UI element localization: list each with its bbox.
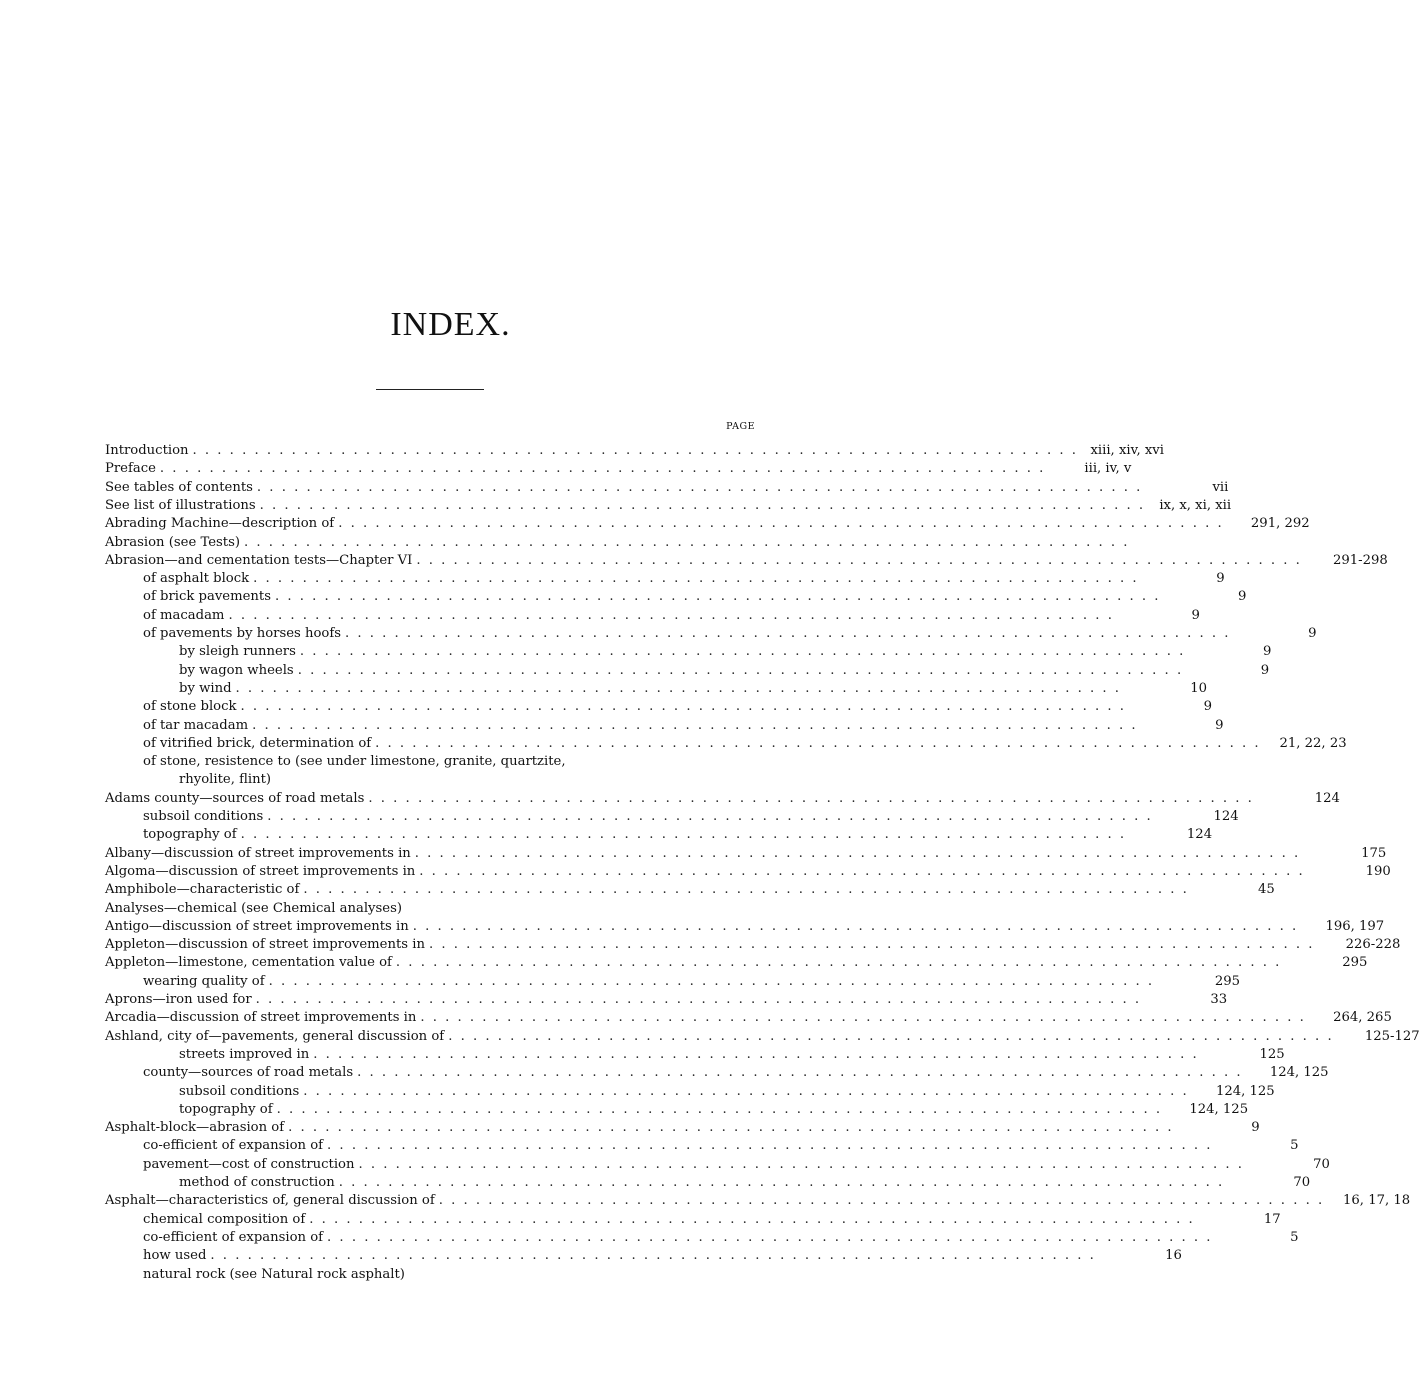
entry-page: 9 [1216, 571, 1225, 587]
index-entry [105, 753, 755, 771]
index-entry [105, 808, 1239, 826]
leader-dots: . . . . . . . . . . . . . . . . . . . . . . . . . . . . . . . . . . . . . . . . . . . . . . . . . . . . . . . . . . . . . . . . . . . . . . . . [303, 882, 1189, 898]
index-entry [105, 717, 1224, 735]
index-entry [105, 954, 1368, 972]
entry-page: 124 [1186, 827, 1213, 843]
entry-text: Arcadia—discussion of street improvements in [105, 1010, 417, 1026]
entry-page: 9 [1191, 607, 1200, 623]
entry-page: 9 [1238, 589, 1247, 605]
entry-text: chemical composition of [143, 1211, 306, 1227]
entry-text: pavement—cost of construction [143, 1156, 355, 1172]
index-entry [105, 918, 1385, 936]
leader-dots: . . . . . . . . . . . . . . . . . . . . . . . . . . . . . . . . . . . . . . . . . . . . . . . . . . . . . . . . . . . . . . . . . . . . . . . . [327, 1229, 1213, 1245]
entry-text: of stone, resistence to (see under limestone, granite, quartzite, [143, 754, 566, 770]
index-entry [105, 570, 1225, 588]
entry-text: Abrading Machine—description of [105, 516, 335, 532]
entry-text: wearing quality of [143, 973, 265, 989]
index-entry [105, 515, 1310, 533]
entry-text: Introduction [105, 443, 189, 458]
entry-page: 9 [1308, 626, 1317, 641]
entry-page: ix, x, xi, xii [1159, 497, 1232, 513]
index-entry [105, 662, 1270, 680]
leader-dots: . . . . . . . . . . . . . . . . . . . . . . . . . . . . . . . . . . . . . . . . . . . . . . . . . . . . . . . . . . . . . . . . . . . . . . . . [313, 1046, 1199, 1062]
entry-text: co-efficient of expansion of [143, 1138, 324, 1154]
entry-text: Algoma—discussion of street improvements in [105, 863, 416, 879]
entry-page: 16, 17, 18 [1343, 1193, 1411, 1209]
entry-page: iii, iv, v [1084, 461, 1132, 477]
entry-page: 9 [1251, 1120, 1260, 1136]
entry-text: subsoil conditions [179, 1083, 300, 1099]
entry-page: xiii, xiv, xvi [1090, 443, 1164, 458]
leader-dots: . . . . . . . . . . . . . . . . . . . . . . . . . . . . . . . . . . . . . . . . . . . . . . . . . . . . . . . . . . . . . . . . . . . . . . . . [368, 790, 1254, 806]
entry-page: 5 [1290, 1138, 1299, 1154]
page-column-header: PAGE [726, 421, 755, 432]
leader-dots: . . . . . . . . . . . . . . . . . . . . . . . . . . . . . . . . . . . . . . . . . . . . . . . . . . . . . . . . . . . . . . . . . . . . . . . . [244, 534, 1130, 550]
entry-page: 264, 265 [1333, 1010, 1392, 1026]
entry-page: 226-228 [1345, 937, 1401, 953]
entry-text: Appleton—limestone, cementation value of [105, 955, 392, 971]
entry-text: method of construction [179, 1175, 335, 1190]
entry-text: Aprons—iron used for [105, 992, 252, 1007]
entry-text: natural rock (see Natural rock asphalt) [143, 1266, 405, 1282]
entry-page: 16 [1165, 1248, 1182, 1264]
leader-dots: . . . . . . . . . . . . . . . . . . . . . . . . . . . . . . . . . . . . . . . . . . . . . . . . . . . . . . . . . . . . . . . . . . . . . . . . [288, 1120, 1174, 1136]
index-entry [105, 588, 1247, 606]
index-entry [105, 900, 755, 918]
leader-dots: . . . . . . . . . . . . . . . . . . . . . . . . . . . . . . . . . . . . . . . . . . . . . . . . . . . . . . . . . . . . . . . . . . . . . . . . [414, 845, 1301, 861]
entry-text: of brick pavements [143, 589, 271, 605]
entry-page: 9 [1260, 662, 1270, 678]
entry-page: 70 [1293, 1175, 1311, 1190]
entry-text: Abrasion (see Tests) [105, 534, 241, 550]
index-entry [105, 625, 1317, 643]
leader-dots: . . . . . . . . . . . . . . . . . . . . . . . . . . . . . . . . . . . . . . . . . . . . . . . . . . . . . . . . . . . . . . . . . . . . . . . . [375, 735, 1261, 751]
entry-page: 125 [1259, 1046, 1285, 1062]
entry-text: Analyses—chemical (see Chemical analyses) [105, 900, 402, 916]
entry-page: 124, 125 [1215, 1083, 1275, 1099]
entry-page: 190 [1365, 863, 1391, 879]
leader-dots: . . . . . . . . . . . . . . . . . . . . . . . . . . . . . . . . . . . . . . . . . . . . . . . . . . . . . . . . . . . . . . . . . . . . . . . . [159, 461, 1046, 477]
entry-text: by wagon wheels [179, 662, 294, 678]
index-entry [105, 991, 1228, 1009]
index-entry [105, 497, 1232, 515]
entry-page: 124, 125 [1189, 1101, 1249, 1117]
entry-text: co-efficient of expansion of [143, 1229, 324, 1245]
entry-text: streets improved in [179, 1046, 310, 1062]
leader-dots: . . . . . . . . . . . . . . . . . . . . . . . . . . . . . . . . . . . . . . . . . . . . . . . . . . . . . . . . . . . . . . . . . . . . . . . . [297, 662, 1184, 678]
entry-text: of asphalt block [143, 571, 250, 587]
leader-dots: . . . . . . . . . . . . . . . . . . . . . . . . . . . . . . . . . . . . . . . . . . . . . . . . . . . . . . . . . . . . . . . . . . . . . . . . [299, 644, 1186, 660]
leader-dots: . . . . . . . . . . . . . . . . . . . . . . . . . . . . . . . . . . . . . . . . . . . . . . . . . . . . . . . . . . . . . . . . . . . . . . . . [274, 589, 1161, 605]
leader-dots: . . . . . . . . . . . . . . . . . . . . . . . . . . . . . . . . . . . . . . . . . . . . . . . . . . . . . . . . . . . . . . . . . . . . . . . . [416, 552, 1302, 568]
leader-dots: . . . . . . . . . . . . . . . . . . . . . . . . . . . . . . . . . . . . . . . . . . . . . . . . . . . . . . . . . . . . . . . . . . . . . . . . [412, 918, 1299, 934]
index-entry [105, 643, 1272, 661]
leader-dots: . . . . . . . . . . . . . . . . . . . . . . . . . . . . . . . . . . . . . . . . . . . . . . . . . . . . . . . . . . . . . . . . . . . . . . . . [268, 973, 1155, 989]
entry-page: 291, 292 [1250, 516, 1310, 532]
index-entry [105, 1266, 755, 1284]
entry-text: See tables of contents [105, 479, 253, 495]
entry-text: Abrasion—and cementation tests—Chapter VI [105, 552, 413, 568]
entry-page: 45 [1258, 882, 1275, 898]
index-entry [105, 607, 1200, 625]
entry-text: rhyolite, flint) [179, 772, 272, 788]
entry-page: 21, 22, 23 [1279, 735, 1347, 751]
entry-page: 124 [1314, 790, 1340, 806]
index-entry [105, 1009, 1392, 1027]
index-entry [105, 826, 1213, 844]
index-entry [105, 698, 1212, 716]
entry-page: 124, 125 [1269, 1065, 1329, 1081]
leader-dots: . . . . . . . . . . . . . . . . . . . . . . . . . . . . . . . . . . . . . . . . . . . . . . . . . . . . . . . . . . . . . . . . . . . . . . . . [252, 717, 1138, 733]
entry-page: 175 [1361, 845, 1387, 861]
entry-text: Albany—discussion of street improvements in [105, 845, 411, 861]
leader-dots: . . . . . . . . . . . . . . . . . . . . . . . . . . . . . . . . . . . . . . . . . . . . . . . . . . . . . . . . . . . . . . . . . . . . . . . . [235, 680, 1121, 696]
index-entry [105, 1064, 1329, 1082]
index-entry [105, 936, 1401, 954]
index-entry [105, 1028, 1420, 1046]
entry-page: 295 [1214, 973, 1241, 989]
leader-dots: . . . . . . . . . . . . . . . . . . . . . . . . . . . . . . . . . . . . . . . . . . . . . . . . . . . . . . . . . . . . . . . . . . . . . . . . [240, 699, 1126, 715]
leader-dots: . . . . . . . . . . . . . . . . . . . . . . . . . . . . . . . . . . . . . . . . . . . . . . . . . . . . . . . . . . . . . . . . . . . . . . . . [419, 863, 1305, 879]
entry-page: 124 [1213, 809, 1239, 824]
index-entry [105, 735, 1347, 753]
index-entry [105, 1174, 1311, 1192]
entry-text: of macadam [143, 607, 225, 623]
entry-text: See list of illustrations [105, 497, 256, 513]
leader-dots: . . . . . . . . . . . . . . . . . . . . . . . . . . . . . . . . . . . . . . . . . . . . . . . . . . . . . . . . . . . . . . . . . . . . . . . . [358, 1156, 1244, 1172]
index-entry [105, 552, 1388, 570]
entry-text: of tar macadam [143, 717, 249, 733]
leader-dots: . . . . . . . . . . . . . . . . . . . . . . . . . . . . . . . . . . . . . . . . . . . . . . . . . . . . . . . . . . . . . . . . . . . . . . . . [267, 809, 1153, 824]
index-entry [105, 845, 1387, 863]
entry-page: vii [1212, 479, 1229, 495]
leader-dots: . . . . . . . . . . . . . . . . . . . . . . . . . . . . . . . . . . . . . . . . . . . . . . . . . . . . . . . . . . . . . . . . . . . . . . . . [192, 443, 1078, 458]
leader-dots: . . . . . . . . . . . . . . . . . . . . . . . . . . . . . . . . . . . . . . . . . . . . . . . . . . . . . . . . . . . . . . . . . . . . . . . . [309, 1211, 1195, 1227]
entry-text: topography of [143, 827, 237, 843]
entry-text: Asphalt-block—abrasion of [105, 1120, 285, 1136]
entry-text: of vitrified brick, determination of [143, 735, 372, 751]
entry-text: subsoil conditions [143, 809, 264, 824]
entry-text: Adams county—sources of road metals [105, 790, 365, 806]
index-entry [105, 479, 1229, 497]
leader-dots: . . . . . . . . . . . . . . . . . . . . . . . . . . . . . . . . . . . . . . . . . . . . . . . . . . . . . . . . . . . . . . . . . . . . . . . . [303, 1083, 1189, 1099]
entry-text: Ashland, city of—pavements, general discussion of [105, 1028, 445, 1044]
entry-page: 17 [1263, 1211, 1281, 1227]
entry-page: 33 [1210, 992, 1228, 1007]
entry-page: 9 [1203, 699, 1212, 715]
index-entry [105, 1083, 1275, 1101]
index-entry [105, 442, 1164, 460]
entry-text: Asphalt—characteristics of, general discussion of [105, 1193, 435, 1209]
entry-text: of pavements by horses hoofs [143, 626, 342, 641]
index-entry [105, 534, 1130, 552]
leader-dots: . . . . . . . . . . . . . . . . . . . . . . . . . . . . . . . . . . . . . . . . . . . . . . . . . . . . . . . . . . . . . . . . . . . . . . . . [357, 1065, 1243, 1081]
index-entry [105, 680, 1207, 698]
index-entry [105, 1156, 1330, 1174]
leader-dots: . . . . . . . . . . . . . . . . . . . . . . . . . . . . . . . . . . . . . . . . . . . . . . . . . . . . . . . . . . . . . . . . . . . . . . . . [338, 516, 1224, 532]
index-entry [105, 1247, 1182, 1265]
entry-page: 196, 197 [1325, 918, 1385, 934]
index-entry [105, 790, 1340, 808]
leader-dots: . . . . . . . . . . . . . . . . . . . . . . . . . . . . . . . . . . . . . . . . . . . . . . . . . . . . . . . . . . . . . . . . . . . . . . . . [395, 955, 1282, 971]
entry-page: 291-298 [1333, 552, 1388, 568]
leader-dots: . . . . . . . . . . . . . . . . . . . . . . . . . . . . . . . . . . . . . . . . . . . . . . . . . . . . . . . . . . . . . . . . . . . . . . . . [438, 1193, 1325, 1209]
leader-dots: . . . . . . . . . . . . . . . . . . . . . . . . . . . . . . . . . . . . . . . . . . . . . . . . . . . . . . . . . . . . . . . . . . . . . . . . [256, 479, 1143, 495]
entry-text: by wind [179, 680, 232, 696]
leader-dots: . . . . . . . . . . . . . . . . . . . . . . . . . . . . . . . . . . . . . . . . . . . . . . . . . . . . . . . . . . . . . . . . . . . . . . . . [338, 1175, 1225, 1190]
index-entry [105, 973, 1241, 991]
entry-page: 10 [1190, 680, 1207, 696]
entry-text: Amphibole—characteristic of [105, 882, 300, 898]
entry-text: Appleton—discussion of street improvements in [105, 937, 425, 953]
index-entry [105, 1046, 1285, 1064]
index-entry [105, 1137, 1299, 1155]
leader-dots: . . . . . . . . . . . . . . . . . . . . . . . . . . . . . . . . . . . . . . . . . . . . . . . . . . . . . . . . . . . . . . . . . . . . . . . . [228, 607, 1114, 623]
index-entry [105, 863, 1391, 881]
leader-dots: . . . . . . . . . . . . . . . . . . . . . . . . . . . . . . . . . . . . . . . . . . . . . . . . . . . . . . . . . . . . . . . . . . . . . . . . [327, 1138, 1213, 1154]
index-entry [105, 1119, 1260, 1137]
leader-dots: . . . . . . . . . . . . . . . . . . . . . . . . . . . . . . . . . . . . . . . . . . . . . . . . . . . . . . . . . . . . . . . . . . . . . . . . [448, 1028, 1334, 1044]
entry-text: Antigo—discussion of street improvements in [105, 918, 409, 934]
entry-page: 295 [1342, 955, 1368, 971]
page-title: INDEX. [390, 306, 511, 343]
index-entry [105, 1229, 1299, 1247]
entry-page: 9 [1215, 717, 1224, 733]
index-entry [105, 1101, 1249, 1119]
index-entry [105, 1211, 1281, 1229]
entry-text: county—sources of road metals [143, 1065, 354, 1081]
entry-page: 5 [1290, 1229, 1299, 1245]
entry-text: Preface [105, 461, 156, 477]
leader-dots: . . . . . . . . . . . . . . . . . . . . . . . . . . . . . . . . . . . . . . . . . . . . . . . . . . . . . . . . . . . . . . . . . . . . . . . . [255, 992, 1142, 1007]
index-entry [105, 460, 1132, 478]
entry-page: 70 [1313, 1156, 1330, 1172]
index-entry [105, 1192, 1411, 1210]
leader-dots: . . . . . . . . . . . . . . . . . . . . . . . . . . . . . . . . . . . . . . . . . . . . . . . . . . . . . . . . . . . . . . . . . . . . . . . . [428, 937, 1315, 953]
index-entry [105, 771, 755, 789]
entry-text: how used [143, 1248, 207, 1264]
entry-text: of stone block [143, 699, 237, 715]
entry-page: 125-127 [1364, 1028, 1420, 1044]
entry-page: 9 [1262, 644, 1272, 660]
entry-text: topography of [179, 1101, 273, 1117]
leader-dots: . . . . . . . . . . . . . . . . . . . . . . . . . . . . . . . . . . . . . . . . . . . . . . . . . . . . . . . . . . . . . . . . . . . . . . . . [210, 1248, 1096, 1264]
leader-dots: . . . . . . . . . . . . . . . . . . . . . . . . . . . . . . . . . . . . . . . . . . . . . . . . . . . . . . . . . . . . . . . . . . . . . . . . [240, 827, 1127, 843]
leader-dots: . . . . . . . . . . . . . . . . . . . . . . . . . . . . . . . . . . . . . . . . . . . . . . . . . . . . . . . . . . . . . . . . . . . . . . . . [253, 571, 1139, 587]
leader-dots: . . . . . . . . . . . . . . . . . . . . . . . . . . . . . . . . . . . . . . . . . . . . . . . . . . . . . . . . . . . . . . . . . . . . . . . . [420, 1010, 1306, 1026]
index-entry [105, 881, 1275, 899]
leader-dots: . . . . . . . . . . . . . . . . . . . . . . . . . . . . . . . . . . . . . . . . . . . . . . . . . . . . . . . . . . . . . . . . . . . . . . . . [345, 626, 1231, 641]
leader-dots: . . . . . . . . . . . . . . . . . . . . . . . . . . . . . . . . . . . . . . . . . . . . . . . . . . . . . . . . . . . . . . . . . . . . . . . . [259, 497, 1146, 513]
entry-text: by sleigh runners [179, 644, 296, 660]
leader-dots: . . . . . . . . . . . . . . . . . . . . . . . . . . . . . . . . . . . . . . . . . . . . . . . . . . . . . . . . . . . . . . . . . . . . . . . . [276, 1101, 1163, 1117]
title-rule [376, 389, 484, 390]
